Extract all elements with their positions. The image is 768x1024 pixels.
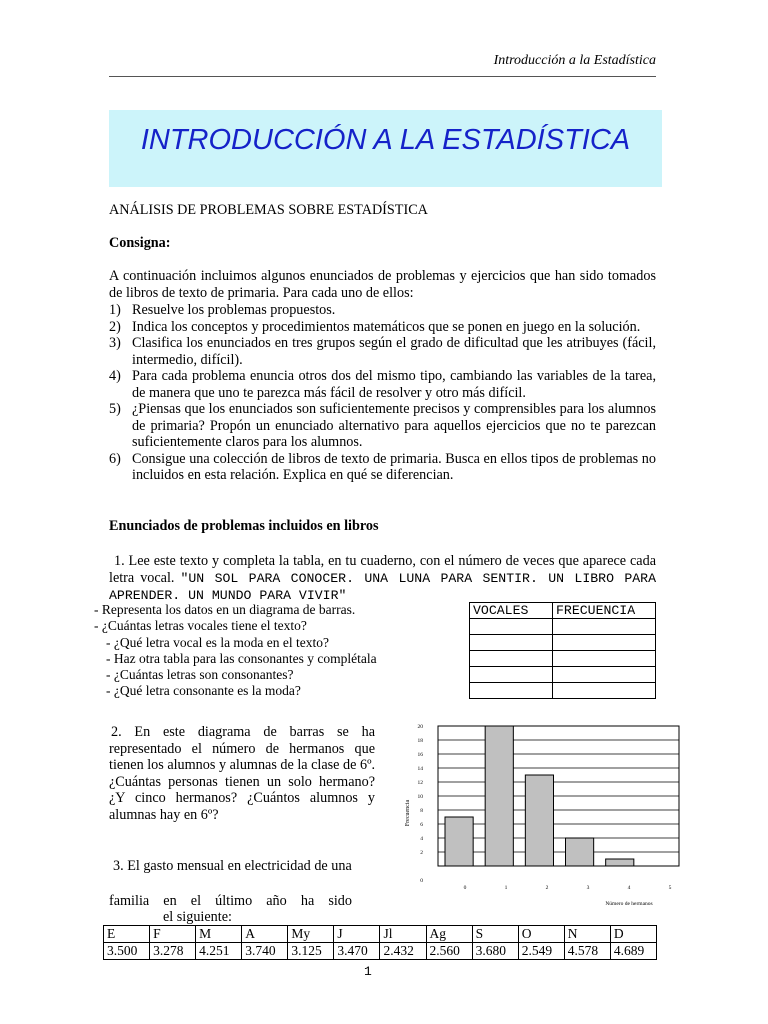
consigna-step: [109, 401, 656, 451]
value-cell: 2.560: [426, 943, 472, 960]
bar-4: [606, 859, 634, 866]
consigna-intro: A continuación incluimos algunos enunciados de problemas y ejercicios que han sido tomados de libros de texto de primaria. Para cada uno de ellos:: [109, 268, 656, 301]
y-axis-label: Frecuencia: [405, 799, 411, 827]
month-cell: M: [196, 926, 242, 943]
consigna-step: [109, 302, 656, 319]
problem-1-bullet: - ¿Qué letra consonante es la moda?: [106, 683, 301, 699]
table-row: [470, 667, 656, 683]
month-cell: S: [472, 926, 518, 943]
value-cell: 3.680: [472, 943, 518, 960]
table-cell[interactable]: [470, 667, 553, 683]
table-row: [470, 619, 656, 635]
problem-1-bullet: - ¿Qué letra vocal es la moda en el texto?: [106, 634, 330, 650]
siblings-bar-chart: [393, 718, 683, 910]
page-number: 1: [364, 964, 372, 979]
month-cell: F: [150, 926, 196, 943]
vocales-table: [469, 602, 656, 699]
table-cell[interactable]: [553, 619, 656, 635]
month-cell: J: [334, 926, 380, 943]
step-text: Consigue una colección de libros de texto de primaria. Busca en ellos tipos de problemas no incluidos en esta relación. Explica en qué se diferencian.: [132, 450, 656, 483]
x-tick-label: 5: [668, 885, 672, 891]
bar-0: [445, 817, 473, 866]
step-number: 3): [109, 335, 121, 351]
problem-1: [109, 553, 656, 605]
problem-1-quote: "UN SOL PARA CONOCER. UNA LUNA PARA SENTIR. UN LIBRO PARA APRENDER. UN MUNDO PARA VIVIR": [109, 570, 656, 603]
step-text: Clasifica los enunciados en tres grupos según el grado de dificultad que les atribuyes (fácil, intermedio, difícil).: [132, 335, 656, 368]
step-number: 6): [109, 450, 121, 467]
problem-1-bullet: - Haz otra tabla para las consonantes y complétala: [106, 650, 377, 666]
step-text: Resuelve los problemas propuestos.: [132, 302, 336, 318]
month-cell: N: [564, 926, 610, 943]
consigna-label: Consigna:: [109, 235, 171, 251]
value-cell: 4.578: [564, 943, 610, 960]
value-cell: 3.278: [150, 943, 196, 960]
consigna-step: [109, 451, 656, 484]
electricity-table: [103, 925, 657, 960]
problem-1-bullets: [94, 602, 434, 700]
table-row: [470, 651, 656, 667]
step-number: 2): [109, 318, 121, 335]
frecuencia-header: FRECUENCIA: [553, 603, 656, 619]
y-tick-label: 10: [417, 794, 423, 800]
problem-3-line-2: familia en el último año ha sido: [109, 893, 352, 909]
step-number: 4): [109, 368, 121, 384]
y-tick-label: 0: [420, 878, 423, 884]
problem-1-bullet: - Representa los datos en un diagrama de barras.: [94, 602, 356, 617]
months-row: [104, 926, 657, 943]
x-tick-label: 1: [504, 885, 508, 891]
bar-3: [566, 838, 594, 866]
value-cell: 4.251: [196, 943, 242, 960]
y-tick-label: 2: [420, 850, 423, 856]
table-cell[interactable]: [553, 651, 656, 667]
problem-1-bullet: - ¿Cuántas letras son consonantes?: [106, 667, 294, 683]
step-text: Para cada problema enuncia otros dos del mismo tipo, cambiando las variables de la tarea, de manera que uno te parezca más fácil de resolver y otro más difícil.: [132, 368, 656, 401]
bar-1: [485, 726, 513, 866]
table-row: [470, 635, 656, 651]
table-cell[interactable]: [553, 635, 656, 651]
month-cell: A: [242, 926, 288, 943]
y-tick-label: 4: [420, 836, 423, 842]
x-tick-label: 0: [463, 885, 467, 891]
table-row: [470, 683, 656, 699]
step-number: 5): [109, 401, 121, 417]
month-cell: D: [610, 926, 656, 943]
step-text: ¿Piensas que los enunciados son suficientemente precisos y comprensibles para los alumnos de primaria? Propón un enunciado alternativo para aquellos ejercicios que no te parezcan suficientemente claros para los alumnos.: [132, 401, 656, 450]
x-tick-label: 2: [545, 885, 549, 891]
month-cell: Ag: [426, 926, 472, 943]
table-cell[interactable]: [470, 635, 553, 651]
value-cell: 2.549: [518, 943, 564, 960]
y-tick-label: 14: [417, 766, 423, 772]
consigna-steps: [109, 302, 656, 484]
value-cell: 3.500: [104, 943, 150, 960]
table-cell[interactable]: [470, 683, 553, 699]
consigna-step: [109, 335, 656, 368]
y-tick-label: 16: [417, 752, 423, 758]
step-number: 1): [109, 302, 121, 318]
x-axis-label: Número de hermanos: [605, 901, 653, 907]
value-cell: 2.432: [380, 943, 426, 960]
table-cell[interactable]: [470, 651, 553, 667]
y-tick-label: 12: [417, 780, 423, 786]
header-rule: [109, 76, 656, 77]
consigna-step: [109, 368, 656, 401]
document-title: INTRODUCCIÓN A LA ESTADÍSTICA: [140, 124, 631, 156]
y-tick-label: 8: [420, 808, 423, 814]
problem-1-text: 1. Lee este texto y completa la tabla, en tu cuaderno, con el número de veces que aparece cada letra vocal.: [109, 553, 656, 586]
running-header: Introducción a la Estadística: [493, 53, 656, 68]
month-cell: O: [518, 926, 564, 943]
bar-2: [525, 775, 553, 866]
section-title: ANÁLISIS DE PROBLEMAS SOBRE ESTADÍSTICA: [109, 202, 428, 218]
enunciados-title: Enunciados de problemas incluidos en libros: [109, 518, 379, 534]
step-text: Indica los conceptos y procedimientos matemáticos que se ponen en juego en la solución.: [132, 318, 641, 335]
consigna-step: [109, 319, 656, 336]
table-cell[interactable]: [553, 683, 656, 699]
problem-1-bullet: - ¿Cuántas letras vocales tiene el texto?: [94, 618, 307, 634]
values-row: [104, 943, 657, 960]
y-tick-label: 20: [417, 724, 423, 730]
title-banner: [109, 110, 662, 187]
month-cell: Jl: [380, 926, 426, 943]
problem-3-line-1: 3. El gasto mensual en electricidad de una: [113, 858, 352, 874]
y-tick-label: 6: [420, 822, 423, 828]
x-tick-label: 4: [627, 885, 631, 891]
table-cell[interactable]: [553, 667, 656, 683]
month-cell: E: [104, 926, 150, 943]
problem-3-line-3: el siguiente:: [163, 909, 232, 925]
vocales-header: VOCALES: [470, 603, 553, 619]
y-tick-label: 18: [417, 738, 423, 744]
value-cell: 3.470: [334, 943, 380, 960]
x-tick-label: 3: [586, 885, 590, 891]
problem-2-text: 2. En este diagrama de barras se ha representado el número de hermanos que tienen los alumnos y alumnas de la clase de 6º. ¿Cuántas personas tienen un solo hermano? ¿Y cinco hermanos? ¿Cuántos alumnos y alumnas hay en 6º?: [109, 724, 376, 823]
month-cell: My: [288, 926, 334, 943]
table-cell[interactable]: [470, 619, 553, 635]
value-cell: 3.740: [242, 943, 288, 960]
value-cell: 3.125: [288, 943, 334, 960]
value-cell: 4.689: [610, 943, 656, 960]
